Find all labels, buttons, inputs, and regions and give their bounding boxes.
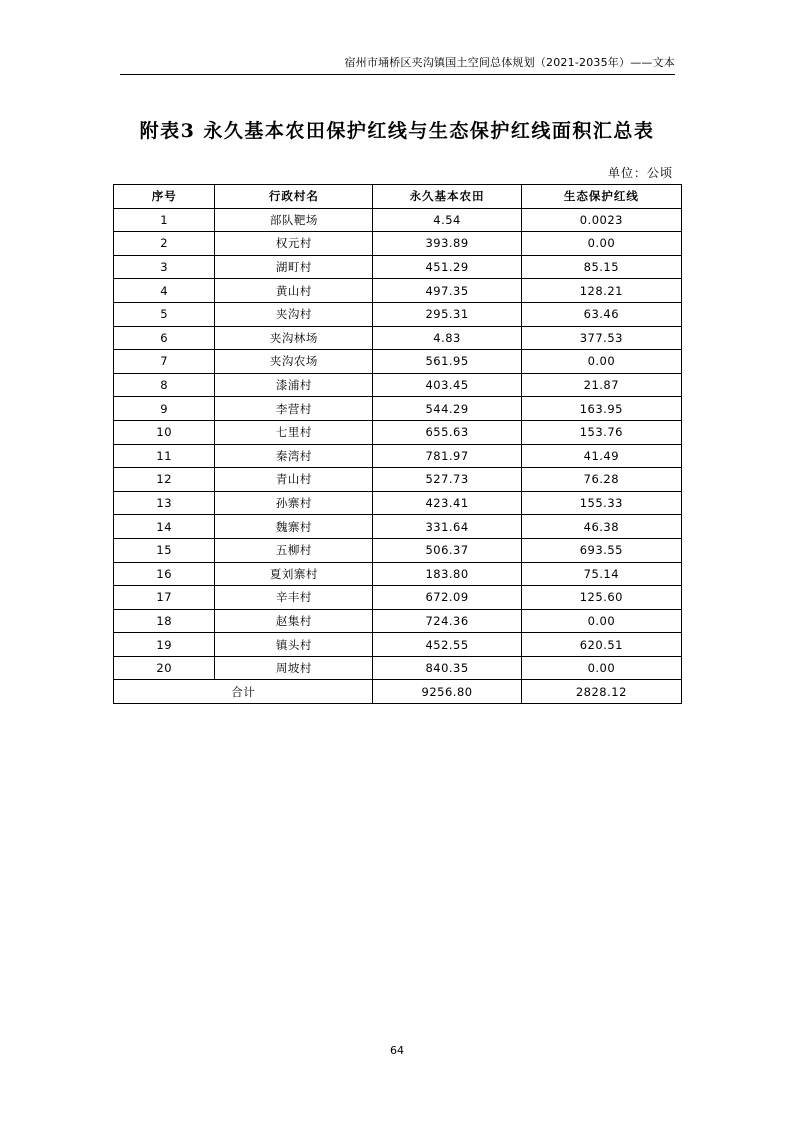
table-row	[114, 373, 682, 397]
unit-label: 单位：公顷	[607, 166, 673, 180]
cell-village: 七里村	[215, 420, 373, 444]
cell-eco: 0.00	[521, 232, 681, 256]
cell-eco: 125.60	[521, 586, 681, 610]
total-farmland: 9256.80	[373, 680, 521, 704]
cell-eco: 0.00	[521, 656, 681, 680]
cell-farmland: 4.83	[373, 326, 521, 350]
cell-eco: 163.95	[521, 397, 681, 421]
header-eco: 生态保护红线	[521, 185, 681, 209]
cell-farmland: 840.35	[373, 656, 521, 680]
cell-index: 14	[114, 515, 215, 539]
cell-eco: 75.14	[521, 562, 681, 586]
cell-index: 11	[114, 444, 215, 468]
cell-eco: 377.53	[521, 326, 681, 350]
table-row	[114, 420, 682, 444]
cell-index: 10	[114, 420, 215, 444]
cell-village: 五柳村	[215, 538, 373, 562]
summary-table	[113, 184, 682, 704]
table-row	[114, 350, 682, 374]
header-village: 行政村名	[215, 185, 373, 209]
table-title: 附表3 永久基本农田保护红线与生态保护红线面积汇总表	[139, 120, 655, 142]
cell-eco: 76.28	[521, 468, 681, 492]
cell-farmland: 544.29	[373, 397, 521, 421]
cell-village: 黄山村	[215, 279, 373, 303]
cell-farmland: 672.09	[373, 586, 521, 610]
cell-index: 19	[114, 633, 215, 657]
total-row	[114, 680, 682, 704]
cell-index: 16	[114, 562, 215, 586]
cell-village: 李营村	[215, 397, 373, 421]
cell-village: 漆浦村	[215, 373, 373, 397]
table-row	[114, 491, 682, 515]
cell-eco: 0.0023	[521, 208, 681, 232]
cell-farmland: 452.55	[373, 633, 521, 657]
page-header	[120, 54, 675, 75]
cell-index: 8	[114, 373, 215, 397]
header-text: 宿州市埇桥区夹沟镇国土空间总体规划（2021-2035年）——文本	[344, 56, 675, 69]
cell-farmland: 655.63	[373, 420, 521, 444]
cell-village: 魏寨村	[215, 515, 373, 539]
cell-farmland: 781.97	[373, 444, 521, 468]
cell-eco: 46.38	[521, 515, 681, 539]
cell-eco: 693.55	[521, 538, 681, 562]
cell-farmland: 393.89	[373, 232, 521, 256]
header-farmland: 永久基本农田	[373, 185, 521, 209]
page-number: 64	[390, 1044, 404, 1057]
cell-eco: 21.87	[521, 373, 681, 397]
cell-eco: 85.15	[521, 255, 681, 279]
cell-farmland: 451.29	[373, 255, 521, 279]
table-row	[114, 538, 682, 562]
table-row	[114, 444, 682, 468]
cell-farmland: 724.36	[373, 609, 521, 633]
cell-index: 6	[114, 326, 215, 350]
table-row	[114, 397, 682, 421]
cell-eco: 128.21	[521, 279, 681, 303]
cell-eco: 41.49	[521, 444, 681, 468]
cell-index: 18	[114, 609, 215, 633]
table-row	[114, 468, 682, 492]
cell-eco: 620.51	[521, 633, 681, 657]
cell-village: 部队靶场	[215, 208, 373, 232]
cell-village: 夹沟林场	[215, 326, 373, 350]
cell-village: 秦湾村	[215, 444, 373, 468]
table-row	[114, 562, 682, 586]
cell-index: 9	[114, 397, 215, 421]
cell-village: 夹沟农场	[215, 350, 373, 374]
cell-index: 2	[114, 232, 215, 256]
cell-farmland: 506.37	[373, 538, 521, 562]
cell-village: 夹沟村	[215, 302, 373, 326]
cell-farmland: 183.80	[373, 562, 521, 586]
table-row	[114, 255, 682, 279]
cell-village: 权元村	[215, 232, 373, 256]
cell-index: 13	[114, 491, 215, 515]
cell-eco: 0.00	[521, 609, 681, 633]
table-row	[114, 586, 682, 610]
table-row	[114, 279, 682, 303]
cell-index: 15	[114, 538, 215, 562]
total-eco: 2828.12	[521, 680, 681, 704]
cell-farmland: 4.54	[373, 208, 521, 232]
cell-farmland: 527.73	[373, 468, 521, 492]
cell-eco: 155.33	[521, 491, 681, 515]
table-row	[114, 326, 682, 350]
cell-index: 5	[114, 302, 215, 326]
cell-farmland: 403.45	[373, 373, 521, 397]
table-row	[114, 633, 682, 657]
cell-index: 12	[114, 468, 215, 492]
table-row	[114, 515, 682, 539]
table-body	[114, 208, 682, 680]
cell-index: 4	[114, 279, 215, 303]
table-row	[114, 208, 682, 232]
cell-farmland: 561.95	[373, 350, 521, 374]
header-index: 序号	[114, 185, 215, 209]
cell-index: 7	[114, 350, 215, 374]
table-row	[114, 609, 682, 633]
cell-index: 17	[114, 586, 215, 610]
cell-farmland: 423.41	[373, 491, 521, 515]
cell-eco: 153.76	[521, 420, 681, 444]
cell-village: 周坡村	[215, 656, 373, 680]
cell-index: 1	[114, 208, 215, 232]
cell-village: 湖町村	[215, 255, 373, 279]
cell-village: 镇头村	[215, 633, 373, 657]
cell-farmland: 331.64	[373, 515, 521, 539]
cell-eco: 0.00	[521, 350, 681, 374]
table-row	[114, 656, 682, 680]
table-row	[114, 232, 682, 256]
cell-village: 夏刘寨村	[215, 562, 373, 586]
cell-eco: 63.46	[521, 302, 681, 326]
cell-farmland: 497.35	[373, 279, 521, 303]
cell-village: 赵集村	[215, 609, 373, 633]
table-header-row	[114, 185, 682, 209]
cell-index: 3	[114, 255, 215, 279]
cell-village: 孙寨村	[215, 491, 373, 515]
table-row	[114, 302, 682, 326]
cell-index: 20	[114, 656, 215, 680]
cell-farmland: 295.31	[373, 302, 521, 326]
cell-village: 青山村	[215, 468, 373, 492]
total-label: 合计	[114, 680, 373, 704]
cell-village: 辛丰村	[215, 586, 373, 610]
